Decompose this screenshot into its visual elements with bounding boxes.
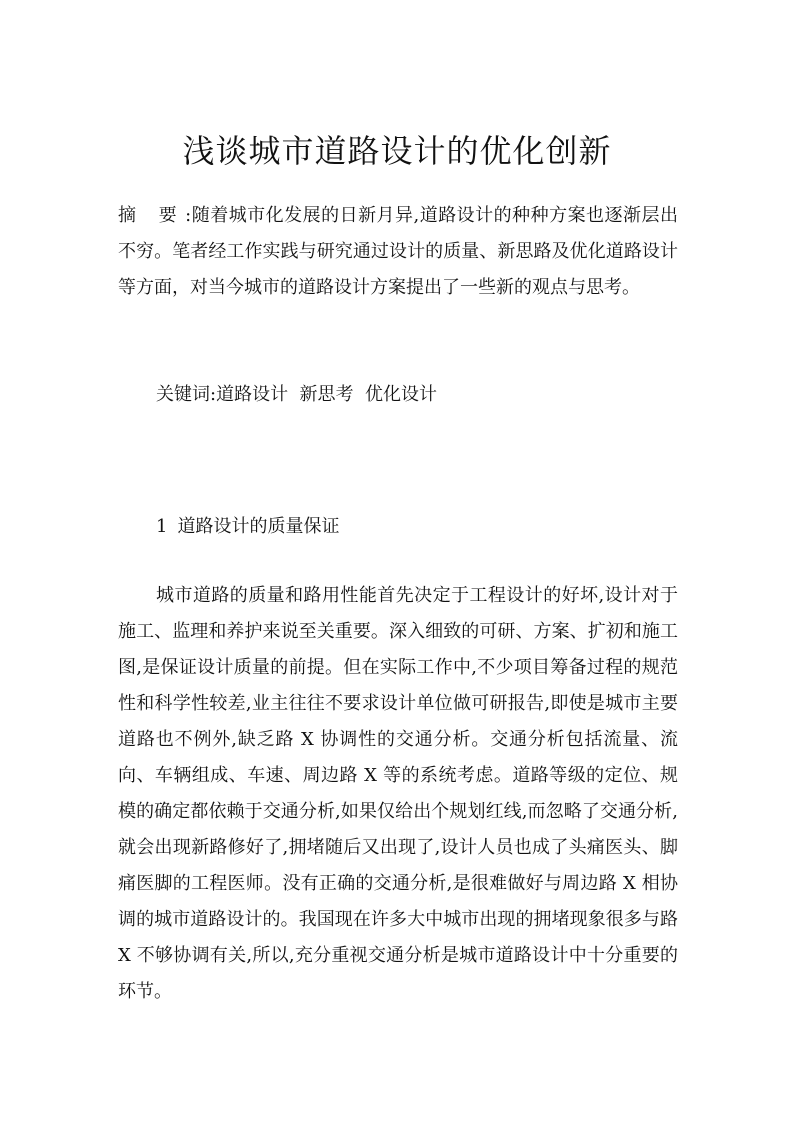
section-paragraph: 城市道路的质量和路用性能首先决定于工程设计的好坏,设计对于施工、监理和养护来说至关重要。深入细致的可研、方案、扩初和施工图,是保证设计质量的前提。但在实际工作中,不少项目筹备过程的规范性和科学性较差,业主往往不要求设计单位做可研报告,即使是城市主要道路也不例外,缺乏路 X 协调性的交通分析。交通分析包括流量、流向、车辆组成、车速、周边路 X 等的系统考虑。道路等级的定位、规模的确定都依赖于交通分析,如果仅给出个规划红线,而忽略了交通分析,就会出现新路修好了,拥堵随后又出现了,设计人员也成了头痛医头、脚痛医脚的工程医师。没有正确的交通分析,是很难做好与周边路 X 相协调的城市道路设计的。我国现在许多大中城市出现的拥堵现象很多与路 X 不够协调有关,所以,充分重视交通分析是城市道路设计中十分重要的环节。 bbox=[118, 585, 678, 1002]
abstract-paragraph bbox=[118, 198, 678, 306]
section-title: 道路设计的质量保证 bbox=[177, 516, 340, 537]
keywords-label: 关键词: bbox=[156, 384, 217, 405]
section-heading bbox=[156, 509, 339, 545]
abstract-separator: : bbox=[185, 205, 192, 226]
keywords-line bbox=[156, 377, 678, 413]
keywords-items: 道路设计 新思考 优化设计 bbox=[216, 384, 437, 405]
page-title: 浅谈城市道路设计的优化创新 bbox=[182, 132, 612, 170]
abstract-text: 随着城市化发展的日新月异,道路设计的种种方案也逐渐层出不穷。笔者经工作实践与研究通过设计的质量、新思路及优化道路设计等方面，对当今城市的道路设计方案提出了一些新的观点与思考。 bbox=[118, 205, 678, 298]
abstract-label: 摘 要 bbox=[118, 205, 186, 226]
section-number: 1 bbox=[156, 516, 168, 537]
